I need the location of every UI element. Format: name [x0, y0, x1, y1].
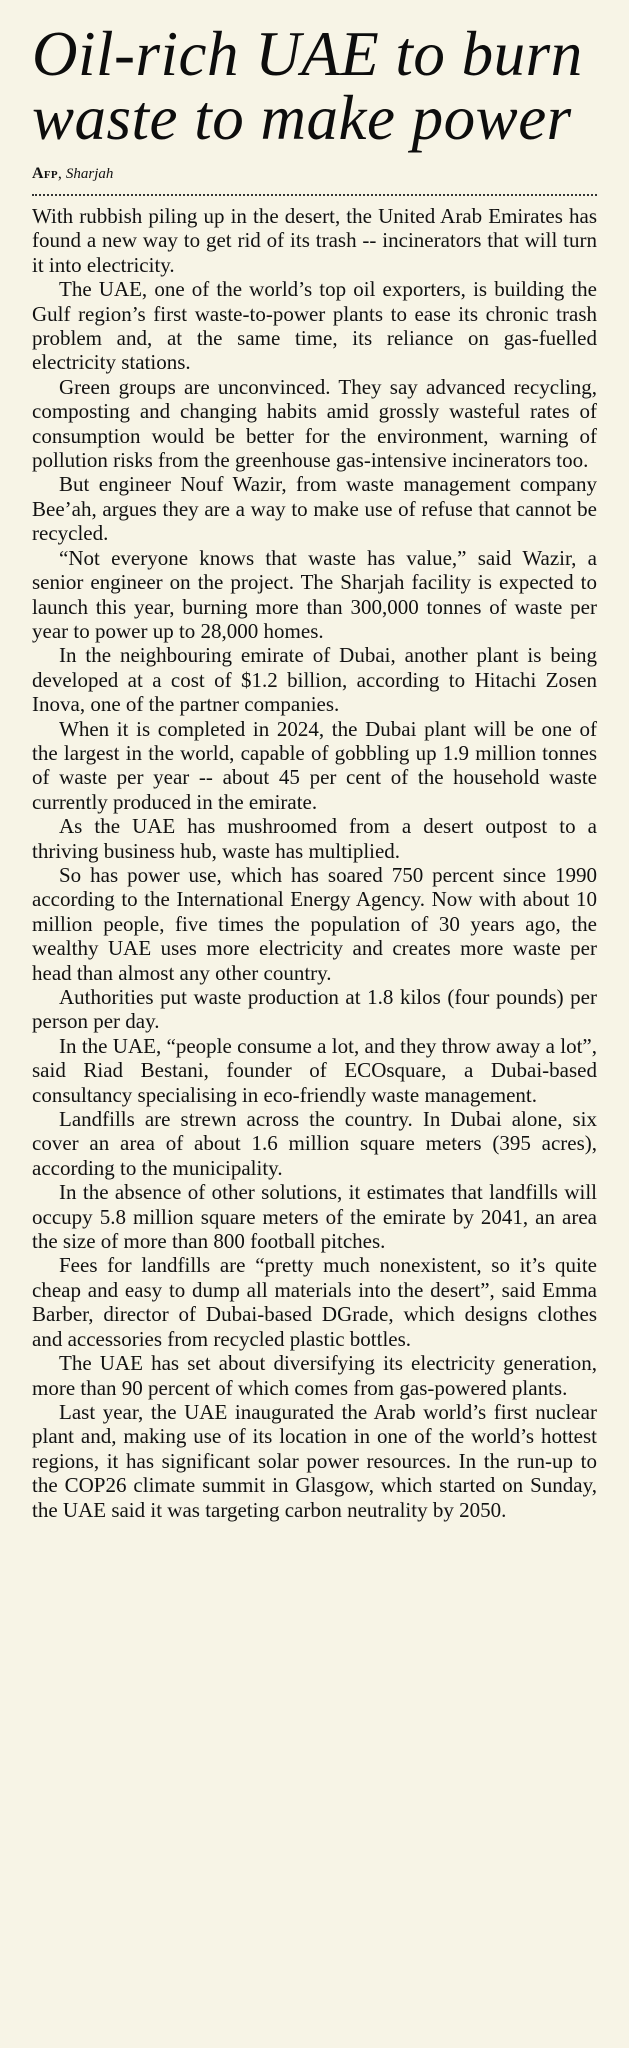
article-body	[32, 204, 597, 1522]
paragraph: Fees for landfills are “pretty much nonexistent, so it’s quite cheap and easy to dump all materials into the desert”, said Emma Barber, director of Dubai-based DGrade, which designs clothes and accessories from recycled plastic bottles.	[32, 1253, 597, 1351]
paragraph: Authorities put waste production at 1.8 kilos (four pounds) per person per day.	[32, 985, 597, 1034]
paragraph: “Not everyone knows that waste has value,” said Wazir, a senior engineer on the project. The Sharjah facility is expected to launch this year, burning more than 300,000 tonnes of waste per year to power up to 28,000 homes.	[32, 545, 597, 643]
dotted-divider	[32, 194, 597, 196]
paragraph: The UAE, one of the world’s top oil exporters, is building the Gulf region’s first waste-to-power plants to ease its chronic trash problem and, at the same time, its reliance on gas-fuelled electricity stations.	[32, 277, 597, 375]
paragraph: Last year, the UAE inaugurated the Arab world’s first nuclear plant and, making use of its location in one of the world’s hottest regions, it has significant solar power resources. In the run-up to the COP26 climate summit in Glasgow, which started on Sunday, the UAE said it was targeting carbon neutrality by 2050.	[32, 1399, 597, 1522]
byline	[32, 164, 597, 184]
paragraph: Green groups are unconvinced. They say advanced recycling, composting and changing habits amid grossly wasteful rates of consumption would be better for the environment, warning of pollution risks from the greenhouse gas-intensive incinerators too.	[32, 374, 597, 473]
paragraph: In the neighbouring emirate of Dubai, another plant is being developed at a cost of $1.2 billion, according to Hitachi Zosen Inova, one of the partner companies.	[32, 643, 597, 717]
paragraph: As the UAE has mushroomed from a desert outpost to a thriving business hub, waste has multiplied.	[32, 814, 597, 863]
byline-agency: Afp	[32, 165, 58, 182]
paragraph: But engineer Nouf Wazir, from waste management company Bee’ah, argues they are a way to make use of refuse that cannot be recycled.	[32, 472, 597, 546]
paragraph: Landfills are strewn across the country. In Dubai alone, six cover an area of about 1.6 million square meters (395 acres), according to the municipality.	[32, 1107, 597, 1180]
headline: Oil-rich UAE to burn waste to make power	[32, 19, 583, 153]
paragraph: In the UAE, “people consume a lot, and they throw away a lot”, said Riad Bestani, founder of ECOsquare, a Dubai-based consultancy specialising in eco-friendly waste management.	[32, 1033, 597, 1107]
paragraph: So has power use, which has soared 750 percent since 1990 according to the International Energy Agency. Now with about 10 million people, five times the population of 30 years ago, the wealthy UAE uses more electricity and creates more waste per head than almost any other country.	[32, 862, 597, 985]
paragraph: With rubbish piling up in the desert, the United Arab Emirates has found a new way to get rid of its trash -- incinerators that will turn it into electricity.	[32, 204, 597, 277]
paragraph: The UAE has set about diversifying its electricity generation, more than 90 percent of which comes from gas-powered plants.	[32, 1351, 597, 1400]
news-article	[32, 19, 597, 1522]
paragraph: When it is completed in 2024, the Dubai plant will be one of the largest in the world, capable of gobbling up 1.9 million tonnes of waste per year -- about 45 per cent of the household waste currently produced in the emirate.	[32, 716, 597, 814]
byline-separator: ,	[57, 165, 62, 182]
paragraph: In the absence of other solutions, it estimates that landfills will occupy 5.8 million square meters of the emirate by 2041, an area the size of more than 800 football pitches.	[32, 1180, 597, 1254]
byline-location: Sharjah	[65, 166, 114, 182]
